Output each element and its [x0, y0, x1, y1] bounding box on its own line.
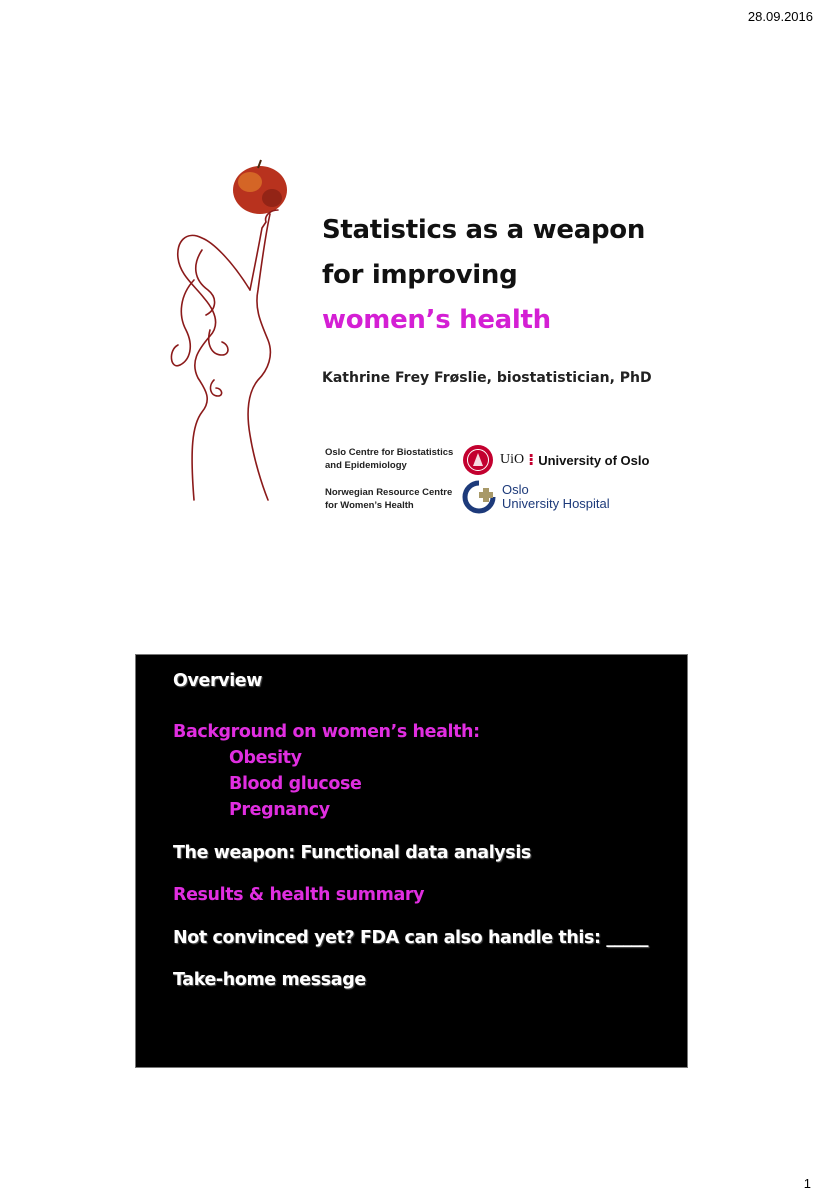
ous-line2: University Hospital [502, 496, 610, 511]
institution-nrcwh-line2: for Women’s Health [325, 500, 414, 511]
institution-ocbe-line2: and Epidemiology [325, 460, 407, 471]
ous-name [502, 483, 610, 511]
page-number: 1 [803, 1176, 811, 1191]
woman-apple-illustration [150, 150, 320, 510]
overview-subitem-obesity: Obesity [229, 748, 302, 768]
title-slide [150, 150, 690, 530]
ous-line1: Oslo [502, 482, 529, 497]
ous-cross-icon [462, 480, 496, 514]
institution-ocbe [325, 446, 453, 472]
uio-seal-icon [462, 444, 494, 476]
title-line-2: for improving [322, 260, 518, 290]
uio-separator-icon: ⁝ [528, 452, 535, 469]
print-date: 28.09.2016 [747, 9, 813, 24]
overview-subitem-pregnancy: Pregnancy [229, 800, 330, 820]
institution-nrcwh [325, 486, 452, 512]
slide-title [322, 208, 645, 343]
overview-item-results: Results & health summary [173, 885, 425, 905]
uio-abbrev: UiO [500, 452, 525, 467]
overview-item-fda: Not convinced yet? FDA can also handle this: _____ [173, 928, 649, 948]
institution-ocbe-line1: Oslo Centre for Biostatistics [325, 447, 454, 458]
apple-icon [233, 160, 287, 214]
overview-item-take-home: Take-home message [173, 970, 366, 990]
uio-logo [462, 444, 649, 476]
overview-item-background: Background on women’s health: [173, 722, 480, 742]
ous-logo [462, 480, 610, 514]
title-line-3: women’s health [322, 305, 551, 335]
title-line-1: Statistics as a weapon [322, 215, 646, 245]
overview-heading: Overview [173, 671, 263, 691]
overview-slide [135, 654, 688, 1068]
uio-name: University of Oslo [538, 452, 650, 468]
overview-item-weapon: The weapon: Functional data analysis [173, 843, 531, 863]
author-line: Kathrine Frey Frøslie, biostatistician, PhD [322, 370, 652, 386]
institution-nrcwh-line1: Norwegian Resource Centre [325, 487, 453, 498]
overview-subitem-blood-glucose: Blood glucose [229, 774, 362, 794]
